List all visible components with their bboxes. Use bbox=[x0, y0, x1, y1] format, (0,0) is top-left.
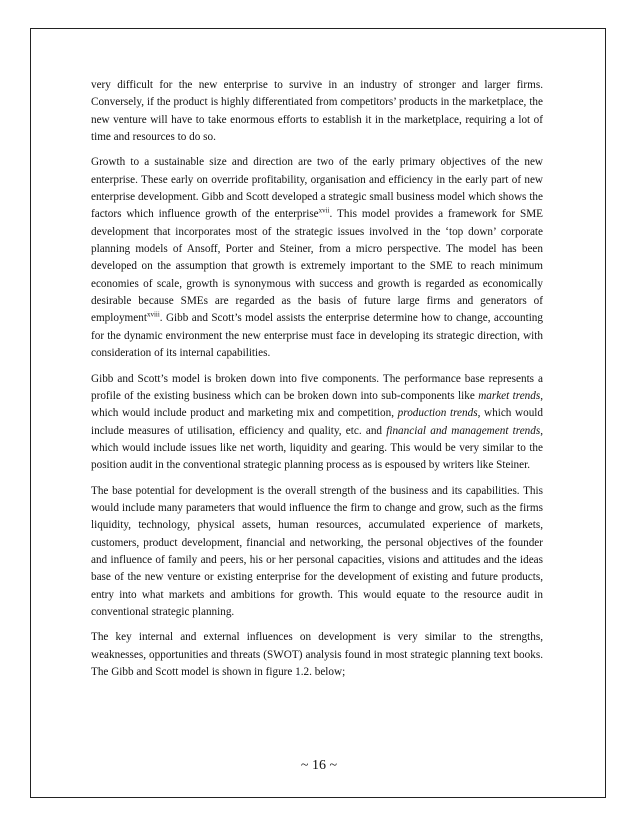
paragraph-3-text-a: Gibb and Scott’s model is broken down into five components. The performance base represents a profile of the existing business which can be broken down into sub-components like bbox=[91, 372, 543, 402]
endnote-ref-xvii: xvii bbox=[318, 206, 330, 215]
term-financial-management-trends: financial and management trends bbox=[386, 424, 541, 437]
paragraph-1: very difficult for the new enterprise to survive in an industry of stronger and larger firms. Conversely, if the product is highly differentiated from competitors’ products in the marketplace, the new venture will have to take enormous efforts to establish it in the marketplace, requiring a lot of time and resources to do so. bbox=[91, 79, 543, 144]
paragraph-2-text-b: . This model provides a framework for SME development that incorporates most of the strategic issues involved in the ‘top down’ corporate planning models of Ansoff, Porter and Steiner, from a micro perspective. The model has been developed on the assumption that growth is extremely important to the SME to reach minimum economies of scale, growth is synonymous with success and growth is regarded as economically desirable because SMEs are regarded as the basis of future large firms and generators of employment bbox=[91, 208, 543, 325]
paragraph-2 bbox=[91, 154, 543, 362]
paragraph-4: The base potential for development is the overall strength of the business and its capabilities. This would include many parameters that would influence the firm to change and grow, such as the firms liquidity, technology, physical assets, human resources, accumulated experience of markets, customers, product development, financial and networking, the personal objectives of the founder and influence of family and peers, his or her personal capacities, visions and attitudes and the ideas base of the new venture or existing enterprise for the development of existing and future products, entry into what markets and ambitions for growth. This would equate to the resource audit in conventional strategic planning. bbox=[91, 484, 543, 618]
paragraph-3-text-d: , which would include issues like net worth, liquidity and gearing. This would be very similar to the position audit in the conventional strategic planning process as is espoused by writers like Steiner. bbox=[91, 424, 543, 472]
paragraph-3 bbox=[91, 371, 543, 475]
term-production-trends: production trends bbox=[397, 407, 478, 420]
paragraph-3-text-b: , which would include product and marketing mix and competition, bbox=[91, 389, 544, 420]
paragraph-2-text-a: Growth to a sustainable size and direction are two of the early primary objectives of the new enterprise. These early on override profitability, organisation and efficiency in the early part of new enterprise development. Gibb and Scott developed a strategic small business model which shows the factors which influence growth of the enterprise bbox=[91, 156, 543, 221]
page-number: ~ 16 ~ bbox=[300, 758, 338, 773]
paragraph-3-text-c: , which would include measures of utilisation, efficiency and quality, etc. and bbox=[91, 407, 544, 437]
document-body bbox=[91, 77, 543, 689]
term-market-trends: market trends bbox=[478, 389, 541, 402]
endnote-ref-xviii: xviii bbox=[146, 310, 160, 319]
paragraph-5: The key internal and external influences on development is very similar to the strengths, weaknesses, opportunities and threats (SWOT) analysis found in most strategic planning text books. The Gibb and Scott model is shown in figure 1.2. below; bbox=[91, 631, 543, 678]
paragraph-2-text-c: . Gibb and Scott’s model assists the enterprise determine how to change, accounting for the dynamic environment the new enterprise must face in developing its strategic direction, with consideration of its internal capabilities. bbox=[91, 312, 543, 360]
